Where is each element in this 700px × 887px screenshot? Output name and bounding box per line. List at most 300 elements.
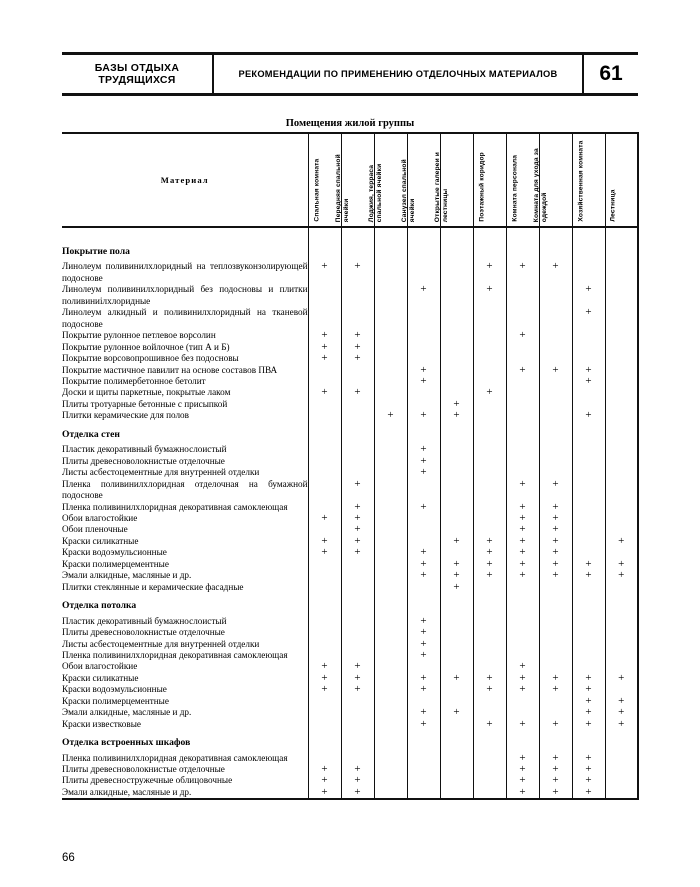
mark-cell-checked: + [407,502,440,513]
mark-cell-empty [374,422,407,444]
mark-cell-empty [572,330,605,341]
mark-cell-checked: + [341,536,374,547]
mark-cell-checked: + [407,376,440,387]
mark-cell-empty [605,467,638,478]
material-name: Доски и щиты паркетные, покрытые лаком [62,387,308,398]
mark-cell-empty [440,719,473,730]
material-name: Покрытие рулонное войлочное (тип А и Б) [62,342,308,353]
mark-cell-empty [506,627,539,638]
mark-cell-empty [539,707,572,718]
mark-cell-empty [539,239,572,261]
section-title: Отделка стен [62,422,308,444]
spacer-cell [605,227,638,239]
section-title-row [62,593,638,615]
table-row [62,696,638,707]
mark-cell-checked: + [506,365,539,376]
mark-cell-empty [605,353,638,364]
mark-cell-checked: + [341,661,374,672]
mark-cell-empty [341,570,374,581]
mark-cell-empty [341,444,374,455]
spacer-cell [374,227,407,239]
mark-cell-checked: + [572,775,605,786]
mark-cell-empty [308,239,341,261]
mark-cell-empty [605,307,638,330]
mark-cell-empty [506,593,539,615]
mark-cell-checked: + [572,284,605,307]
mark-cell-checked: + [341,787,374,799]
mark-cell-checked: + [473,536,506,547]
material-name: Обои влагостойкие [62,661,308,672]
mark-cell-checked: + [572,410,605,421]
mark-cell-checked: + [473,284,506,307]
table-row [62,570,638,581]
column-header-6 [473,133,506,227]
table-row [62,707,638,718]
column-header-10 [605,133,638,227]
mark-cell-empty [374,307,407,330]
mark-cell-empty [341,627,374,638]
group-caption: Помещения жилой группы [285,118,415,129]
mark-cell-checked: + [506,673,539,684]
mark-cell-checked: + [572,707,605,718]
recommendations-table [62,132,639,800]
mark-cell-checked: + [506,502,539,513]
table-row [62,787,638,799]
material-name: Краски полимерцементные [62,696,308,707]
mark-cell-checked: + [473,559,506,570]
mark-cell-checked: + [407,673,440,684]
column-header-6-label: Поэтажный коридор [478,152,486,222]
mark-cell-checked: + [407,284,440,307]
spacer-cell [407,227,440,239]
mark-cell-checked: + [341,502,374,513]
table-row [62,284,638,307]
mark-cell-checked: + [407,707,440,718]
material-name: Покрытие ворсовопрошивное без подосновы [62,353,308,364]
mark-cell-empty [308,582,341,593]
mark-cell-checked: + [572,719,605,730]
material-name: Эмали алкидные, масляные и др. [62,787,308,799]
mark-cell-empty [407,307,440,330]
header-table-number [584,55,638,93]
mark-cell-checked: + [539,684,572,695]
mark-cell-empty [605,627,638,638]
mark-cell-checked: + [539,502,572,513]
mark-cell-checked: + [572,559,605,570]
mark-cell-empty [341,239,374,261]
column-header-8 [532,133,572,227]
mark-cell-empty [473,353,506,364]
mark-cell-empty [506,307,539,330]
mark-cell-empty [605,787,638,799]
material-name: Плиты древесностружечные облицовочные [62,775,308,786]
mark-cell-empty [539,730,572,752]
mark-cell-empty [506,467,539,478]
table-row [62,627,638,638]
mark-cell-checked: + [506,661,539,672]
mark-cell-empty [572,467,605,478]
table-header-row [62,133,638,227]
section-title-row [62,422,638,444]
mark-cell-empty [341,284,374,307]
table-row [62,330,638,341]
mark-cell-checked: + [506,719,539,730]
table-row [62,479,638,502]
mark-cell-checked: + [341,353,374,364]
mark-cell-checked: + [341,513,374,524]
mark-cell-empty [407,353,440,364]
column-header-5 [433,133,473,227]
mark-cell-empty [473,444,506,455]
material-name: Плитки керамические для полов [62,410,308,421]
material-name: Плитки стеклянные и керамические фасадные [62,582,308,593]
mark-cell-empty [308,627,341,638]
mark-cell-empty [506,582,539,593]
table-row [62,376,638,387]
mark-cell-empty [605,330,638,341]
mark-cell-checked: + [308,353,341,364]
mark-cell-empty [506,284,539,307]
mark-cell-checked: + [506,559,539,570]
mark-cell-empty [440,284,473,307]
mark-cell-empty [374,593,407,615]
mark-cell-checked: + [572,753,605,764]
mark-cell-empty [539,353,572,364]
mark-cell-empty [440,330,473,341]
mark-cell-empty [374,284,407,307]
material-name: Краски полимерцементные [62,559,308,570]
mark-cell-empty [308,570,341,581]
mark-cell-checked: + [341,342,374,353]
mark-cell-empty [539,593,572,615]
mark-cell-checked: + [473,547,506,558]
mark-cell-checked: + [506,330,539,341]
mark-cell-empty [572,353,605,364]
mark-cell-checked: + [572,764,605,775]
header-section-title [62,55,214,93]
spacer-cell [341,227,374,239]
column-header-5-label: Открытые галереи и лестницы [433,151,449,222]
mark-cell-checked: + [605,673,638,684]
mark-cell-empty [407,582,440,593]
mark-cell-checked: + [440,582,473,593]
mark-cell-empty [308,730,341,752]
mark-cell-checked: + [572,787,605,799]
material-name: Плиты древесноволокнистые отделочные [62,627,308,638]
mark-cell-checked: + [539,787,572,799]
mark-cell-empty [407,261,440,284]
mark-cell-checked: + [473,387,506,398]
mark-cell-checked: + [308,764,341,775]
mark-cell-checked: + [539,764,572,775]
table-row [62,456,638,467]
mark-cell-checked: + [341,387,374,398]
material-name: Плиты древесноволокнистые отделочные [62,764,308,775]
table-row [62,639,638,650]
mark-cell-checked: + [407,410,440,421]
mark-cell-checked: + [539,559,572,570]
mark-cell-empty [341,719,374,730]
spacer-cell [506,227,539,239]
mark-cell-checked: + [341,775,374,786]
mark-cell-empty [506,707,539,718]
mark-cell-empty [539,444,572,455]
mark-cell-empty [308,707,341,718]
header-section-title-line1: БАЗЫ ОТДЫХА [94,61,180,74]
mark-cell-checked: + [308,387,341,398]
header-main-title [214,55,584,93]
column-header-material: Материал [62,133,308,227]
section-title: Покрытие пола [62,239,308,261]
material-name: Пластик декоративный бумажнослоистый [62,616,308,627]
mark-cell-checked: + [407,639,440,650]
mark-cell-checked: + [341,547,374,558]
mark-cell-empty [605,730,638,752]
mark-cell-empty [473,422,506,444]
mark-cell-empty [539,330,572,341]
mark-cell-empty [473,707,506,718]
mark-cell-checked: + [539,673,572,684]
mark-cell-checked: + [341,684,374,695]
mark-cell-empty [473,467,506,478]
mark-cell-empty [473,787,506,799]
mark-cell-checked: + [605,570,638,581]
column-header-2-label: Передняя спальной ячейки [334,154,350,222]
material-name: Листы асбестоцементные для внутренней отделки [62,467,308,478]
mark-cell-checked: + [308,547,341,558]
mark-cell-checked: + [440,559,473,570]
mark-cell-empty [308,307,341,330]
mark-cell-checked: + [440,410,473,421]
mark-cell-empty [506,422,539,444]
mark-cell-empty [539,627,572,638]
mark-cell-empty [341,582,374,593]
mark-cell-checked: + [440,536,473,547]
mark-cell-empty [605,422,638,444]
mark-cell-checked: + [407,467,440,478]
mark-cell-checked: + [572,307,605,330]
spacer-cell [308,227,341,239]
mark-cell-checked: + [506,787,539,799]
mark-cell-checked: + [506,753,539,764]
mark-cell-empty [308,284,341,307]
mark-cell-empty [605,284,638,307]
table-row [62,444,638,455]
mark-cell-checked: + [539,775,572,786]
mark-cell-checked: + [407,559,440,570]
table-row [62,342,638,353]
mark-cell-checked: + [539,753,572,764]
mark-cell-empty [374,239,407,261]
page-folio: 66 [62,852,75,864]
mark-cell-empty [605,239,638,261]
mark-cell-checked: + [341,673,374,684]
mark-cell-empty [374,261,407,284]
mark-cell-empty [407,730,440,752]
mark-cell-checked: + [506,479,539,502]
mark-cell-checked: + [374,410,407,421]
mark-cell-checked: + [572,684,605,695]
material-name: Краски известковые [62,719,308,730]
mark-cell-empty [407,239,440,261]
mark-cell-empty [506,730,539,752]
material-name: Краски силикатные [62,673,308,684]
mark-cell-checked: + [539,536,572,547]
mark-cell-checked: + [407,570,440,581]
mark-cell-checked: + [605,559,638,570]
mark-cell-checked: + [605,707,638,718]
mark-cell-checked: + [440,399,473,410]
mark-cell-checked: + [572,570,605,581]
mark-cell-empty [308,479,341,502]
mark-cell-checked: + [440,570,473,581]
header-main-title-text: РЕКОМЕНДАЦИИ ПО ПРИМЕНЕНИЮ ОТДЕЛОЧНЫХ МАТЕРИАЛОВ [238,69,558,79]
mark-cell-empty [539,422,572,444]
mark-cell-checked: + [506,536,539,547]
mark-cell-empty [572,593,605,615]
mark-cell-empty [572,479,605,502]
table-row [62,410,638,421]
mark-cell-empty [440,261,473,284]
mark-cell-empty [374,570,407,581]
mark-cell-checked: + [407,444,440,455]
mark-cell-checked: + [407,650,440,661]
material-name: Пластик декоративный бумажнослоистый [62,444,308,455]
mark-cell-checked: + [308,684,341,695]
mark-cell-empty [341,307,374,330]
table-row [62,467,638,478]
mark-cell-empty [572,261,605,284]
section-title-row [62,239,638,261]
mark-cell-empty [473,730,506,752]
mark-cell-empty [374,330,407,341]
mark-cell-checked: + [440,673,473,684]
mark-cell-empty [374,730,407,752]
mark-cell-checked: + [539,570,572,581]
mark-cell-checked: + [308,342,341,353]
table-row [62,365,638,376]
column-header-8-label: Комната для ухода за одеждой [532,147,548,222]
mark-cell-empty [341,467,374,478]
spacer-cell [572,227,605,239]
mark-cell-checked: + [506,513,539,524]
mark-cell-empty [572,582,605,593]
mark-cell-checked: + [506,570,539,581]
table-row [62,261,638,284]
mark-cell-empty [440,593,473,615]
mark-cell-empty [374,707,407,718]
mark-cell-checked: + [473,719,506,730]
spacer-cell [62,227,308,239]
table-row [62,387,638,398]
mark-cell-checked: + [506,547,539,558]
material-name: Обои пленочные [62,524,308,535]
mark-cell-empty [341,730,374,752]
table-row [62,399,638,410]
mark-cell-empty [506,410,539,421]
mark-cell-checked: + [506,261,539,284]
mark-cell-checked: + [407,719,440,730]
mark-cell-empty [374,787,407,799]
mark-cell-empty [440,730,473,752]
mark-cell-empty [605,582,638,593]
mark-cell-checked: + [605,696,638,707]
mark-cell-checked: + [506,775,539,786]
mark-cell-checked: + [341,330,374,341]
material-name: Пленка поливинилхлоридная отделочная на бумажной подоснове [62,478,308,501]
column-header-1-label: Спальная комната [313,159,321,222]
mark-cell-empty [440,627,473,638]
table-row [62,719,638,730]
column-header-10-label: Лестница [609,189,617,222]
mark-cell-empty [473,627,506,638]
mark-cell-empty [341,422,374,444]
mark-cell-checked: + [473,570,506,581]
mark-cell-empty [572,730,605,752]
mark-cell-checked: + [407,547,440,558]
mark-cell-checked: + [572,376,605,387]
table-head [62,133,638,227]
mark-cell-checked: + [308,787,341,799]
table-body [62,227,638,799]
material-name: Покрытие мастичное павилит на основе составов ПВА [62,365,308,376]
mark-cell-checked: + [473,684,506,695]
column-header-4-label: Санузел спальной ячейки [400,159,416,222]
mark-cell-empty [473,593,506,615]
spacer-cell [473,227,506,239]
mark-cell-checked: + [341,479,374,502]
mark-cell-empty [341,410,374,421]
mark-cell-empty [506,353,539,364]
mark-cell-checked: + [539,547,572,558]
mark-cell-empty [374,582,407,593]
mark-cell-checked: + [407,684,440,695]
mark-cell-checked: + [572,696,605,707]
mark-cell-empty [308,719,341,730]
mark-cell-empty [539,410,572,421]
mark-cell-checked: + [308,661,341,672]
material-name: Краски водоэмульсионные [62,547,308,558]
mark-cell-checked: + [539,719,572,730]
mark-cell-checked: + [605,536,638,547]
page-header-band [62,52,638,96]
material-name: Краски силикатные [62,536,308,547]
mark-cell-checked: + [539,513,572,524]
mark-cell-empty [374,353,407,364]
mark-cell-empty [341,593,374,615]
material-name: Плиты древесноволокнистые отделочные [62,456,308,467]
table-number-value: 61 [599,62,623,85]
material-name: Обои влагостойкие [62,513,308,524]
mark-cell-checked: + [308,536,341,547]
mark-cell-empty [605,261,638,284]
table-row [62,616,638,627]
spacer-cell [440,227,473,239]
mark-cell-checked: + [539,524,572,535]
mark-cell-empty [407,422,440,444]
mark-cell-empty [374,627,407,638]
mark-cell-empty [308,422,341,444]
material-name: Покрытие рулонное петлевое ворсолин [62,330,308,341]
material-name: Эмали алкидные, масляные и др. [62,570,308,581]
material-name: Пленка поливинилхлоридная декоративная самоклеющая [62,753,308,764]
material-name: Листы асбестоцементные для внутренней отделки [62,639,308,650]
mark-cell-checked: + [308,513,341,524]
mark-cell-empty [440,444,473,455]
header-section-title-line2: ТРУДЯЩИХСЯ [98,74,176,86]
mark-cell-empty [539,284,572,307]
mark-cell-checked: + [407,627,440,638]
